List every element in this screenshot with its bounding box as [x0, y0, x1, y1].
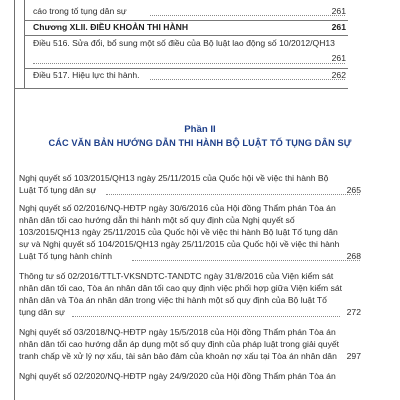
toc-entry-line: nhân dân tối cao hướng dẫn áp dụng một số quy định của pháp luật trong giải quyết	[19, 339, 340, 349]
dot-leader	[33, 62, 345, 64]
part-title: Phần II	[184, 124, 216, 135]
toc-entry-line: sự và Nghị quyết số 104/2015/QH13 ngày 25/11/2015 của Quốc hội về việc thi hành	[19, 239, 340, 249]
dot-leader	[106, 193, 360, 195]
toc-entry-line: nhân dân và Tòa án nhân dân trong việc thi hành một số quy định của Bộ luật Tố	[19, 295, 327, 305]
toc-entry-line: Luật Tố tụng dân sự	[19, 185, 97, 195]
toc-page-number: 261	[331, 53, 346, 63]
toc-entry-line: tụng dân sự	[19, 307, 65, 317]
toc-page-number: 297	[346, 351, 361, 361]
toc-entry-line: Nghị quyết số 03/2018/NQ-HĐTP ngày 15/5/2018 của Hội đồng Thẩm phán Tòa án	[19, 327, 336, 337]
separator-line	[24, 68, 348, 69]
toc-entry-line: Nghị quyết số 02/2016/NQ-HĐTP ngày 30/6/2016 của Hội đồng Thẩm phán Tòa án	[19, 203, 336, 213]
toc-entry-line: Luật Tố tụng hành chính	[19, 251, 113, 261]
section-end-line	[14, 88, 348, 89]
chapter-page-number: 261	[331, 22, 346, 32]
toc-page-number: 261	[331, 6, 346, 16]
toc-entry-line: nhân dân tối cao, Tòa án nhân dân tối cao quy định việc phối hợp giữa Viện kiểm sát	[19, 283, 343, 293]
separator-line	[24, 35, 348, 36]
toc-entry-article-516: Điều 516. Sửa đổi, bổ sung một số điều của Bộ luật lao động số 10/2012/QH13	[33, 38, 335, 48]
toc-page-number: 265	[346, 185, 361, 195]
left-margin-rule	[14, 0, 15, 400]
dot-leader	[132, 259, 360, 261]
toc-entry-line: tranh chấp về xử lý nợ xấu, tài sản bảo đảm của khoản nợ xấu tại Tòa án nhân dân	[19, 351, 337, 361]
separator-line	[24, 20, 348, 21]
toc-entry-line: Nghị quyết số 02/2020/NQ-HĐTP ngày 24/9/2020 của Hội đồng Thẩm phán Tòa án	[19, 371, 336, 381]
toc-entry-article-517: Điều 517. Hiệu lực thi hành.	[33, 70, 140, 80]
toc-entry-line: Nghị quyết số 103/2015/QH13 ngày 25/11/2015 của Quốc hội về việc thi hành Bộ	[19, 173, 329, 183]
toc-line-continuation: cáo trong tố tụng dân sự	[33, 6, 127, 16]
toc-entry-line: 103/2015/QH13 ngày 25/11/2015 của Quốc hội về việc thi hành Bộ luật Tố tụng dân	[19, 227, 338, 237]
toc-page-number: 272	[346, 307, 361, 317]
toc-entry-line: Thông tư số 02/2016/TTLT-VKSNDTC-TANDTC ngày 31/8/2016 của Viện kiểm sát	[19, 271, 334, 281]
toc-page-number: 262	[331, 70, 346, 80]
left-inner-rule	[24, 0, 25, 88]
toc-page-number: 268	[346, 251, 361, 261]
toc-entry-line: nhân dân tối cao hướng dẫn thi hành một số quy định của Nghị quyết số	[19, 215, 295, 225]
dot-leader	[72, 315, 340, 317]
part-subtitle: CÁC VĂN BẢN HƯỚNG DẪN THI HÀNH BỘ LUẬT TỐ TỤNG DÂN SỰ	[48, 138, 352, 148]
chapter-title: Chương XLII. ĐIỀU KHOẢN THI HÀNH	[33, 22, 189, 32]
